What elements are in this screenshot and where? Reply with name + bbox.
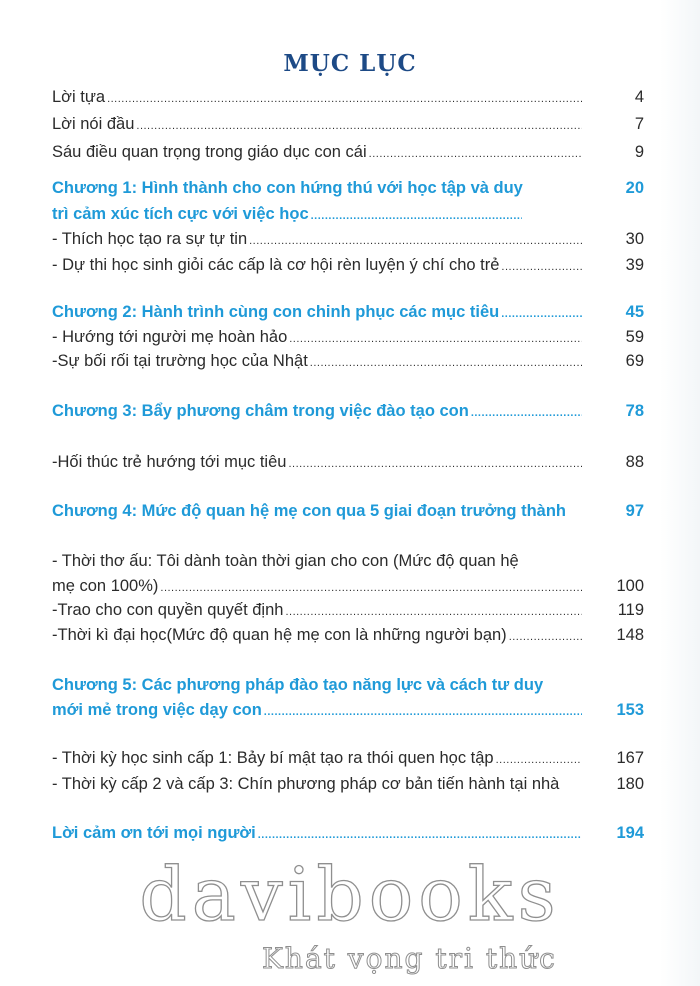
toc-entry-trao-cho-con (52, 599, 644, 623)
toc-chapter-text: Chương 5: Các phương pháp đào tạo năng lực và cách tư duy (52, 676, 544, 694)
toc-chapter-text: Chương 1: Hình thành cho con hứng thú với học tập và duy (52, 179, 523, 197)
toc-chapter-5-line1 (52, 674, 644, 696)
toc-entry-text: Lời tựa (52, 88, 106, 106)
toc-page-number: 30 (625, 230, 644, 248)
page-title: MỤC LỤC (283, 50, 417, 77)
toc-page-number: 45 (625, 303, 644, 321)
toc-entry-text: mẹ con 100%) (52, 577, 159, 595)
toc-entry-loi-tua (52, 86, 644, 110)
dot-leader (264, 701, 582, 723)
dot-leader (501, 256, 582, 278)
dot-leader (136, 115, 582, 137)
dot-leader (310, 352, 582, 374)
toc-page-number: 9 (634, 143, 644, 161)
toc-chapter-5-line2 (52, 699, 644, 723)
dot-leader (160, 577, 582, 599)
dot-leader (369, 143, 582, 165)
dot-leader (289, 328, 582, 350)
toc-chapter-text: Chương 2: Hành trình cùng con chinh phục các mục tiêu (52, 303, 500, 321)
toc-page-number: 148 (616, 626, 644, 644)
toc-page-number: 69 (625, 352, 644, 370)
toc-page-number: 59 (625, 328, 644, 346)
toc-page-number: 167 (616, 749, 644, 767)
toc-entry-text: Sáu điều quan trọng trong giáo dục con cái (52, 143, 367, 161)
publisher-tagline: Khát vọng tri thức (262, 942, 557, 975)
toc-entry-du-thi (52, 254, 644, 278)
toc-chapter-4 (52, 500, 644, 522)
toc-page-number: 88 (625, 453, 644, 471)
toc-chapter-text: trì cảm xúc tích cực với việc học (52, 205, 309, 223)
toc-entry-text: - Thời kỳ học sinh cấp 1: Bảy bí mật tạo ra thói quen học tập (52, 749, 494, 767)
dot-leader (311, 205, 522, 227)
dot-leader (288, 453, 582, 475)
toc-entry-thich-hoc (52, 228, 644, 252)
toc-chapter-2 (52, 301, 644, 325)
toc-page-number: 119 (617, 601, 644, 619)
toc-entry-sau-dieu (52, 141, 644, 165)
toc-entry-text: -Trao cho con quyền quyết định (52, 601, 284, 619)
toc-page-number: 100 (616, 577, 644, 595)
toc-entry-huong-toi (52, 326, 644, 350)
toc-entry-text: - Thích học tạo ra sự tự tin (52, 230, 248, 248)
toc-page-number: 20 (625, 179, 644, 197)
toc-page-number: 180 (616, 775, 644, 793)
toc-page-number: 7 (634, 115, 644, 133)
publisher-logo: davibooks (139, 852, 561, 938)
toc-chapter-text: Chương 4: Mức độ quan hệ mẹ con qua 5 giai đoạn trưởng thành (52, 502, 566, 520)
toc-entry-text: - Hướng tới người mẹ hoàn hảo (52, 328, 288, 346)
dot-leader (496, 749, 582, 771)
toc-page-number: 194 (616, 824, 644, 842)
toc-chapter-1-line2 (52, 203, 522, 227)
toc-chapter-text: Chương 3: Bẩy phương châm trong việc đào tạo con (52, 402, 469, 420)
toc-entry-su-boi-roi (52, 350, 644, 374)
toc-entry-thoi-tho-au-line1 (52, 550, 644, 572)
page-edge-shade (660, 0, 700, 986)
toc-entry-hoi-thuc (52, 451, 644, 475)
toc-chapter-text: Lời cảm ơn tới mọi người (52, 824, 256, 842)
toc-chapter-text: mới mẻ trong việc dạy con (52, 701, 262, 719)
toc-entry-thoi-ki-dai-hoc (52, 624, 644, 648)
toc-entry-text: -Thời kì đại học(Mức độ quan hệ mẹ con là những người bạn) (52, 626, 507, 644)
dot-leader (285, 601, 582, 623)
toc-page-number: 97 (625, 502, 644, 520)
toc-entry-text: -Sự bối rối tại trường học của Nhật (52, 352, 308, 370)
dot-leader (471, 402, 582, 424)
toc-page-number: 78 (625, 402, 644, 420)
toc-entry-loi-noi-dau (52, 113, 644, 137)
toc-page-number: 4 (634, 88, 644, 106)
dot-leader (509, 626, 582, 648)
toc-page-number: 39 (625, 256, 644, 274)
toc-entry-text: - Thời kỳ cấp 2 và cấp 3: Chín phương pháp cơ bản tiến hành tại nhà (52, 775, 560, 793)
dot-leader (249, 230, 582, 252)
toc-chapter-1-line1 (52, 177, 644, 199)
toc-entry-text: -Hối thúc trẻ hướng tới mục tiêu (52, 453, 287, 471)
dot-leader (258, 824, 582, 846)
toc-entry-text: - Dự thi học sinh giỏi các cấp là cơ hội rèn luyện ý chí cho trẻ (52, 256, 500, 274)
toc-entry-cap-1 (52, 747, 644, 771)
toc-entry-loi-cam-on (52, 822, 644, 846)
toc-entry-cap-2-3 (52, 773, 644, 795)
toc-page-number: 153 (616, 701, 644, 719)
toc-entry-text: Lời nói đầu (52, 115, 135, 133)
toc-entry-text: - Thời thơ ấu: Tôi dành toàn thời gian cho con (Mức độ quan hệ (52, 552, 519, 570)
dot-leader (107, 88, 582, 110)
toc-chapter-3 (52, 400, 644, 424)
toc-entry-thoi-tho-au-line2 (52, 575, 644, 599)
dot-leader (501, 303, 582, 325)
